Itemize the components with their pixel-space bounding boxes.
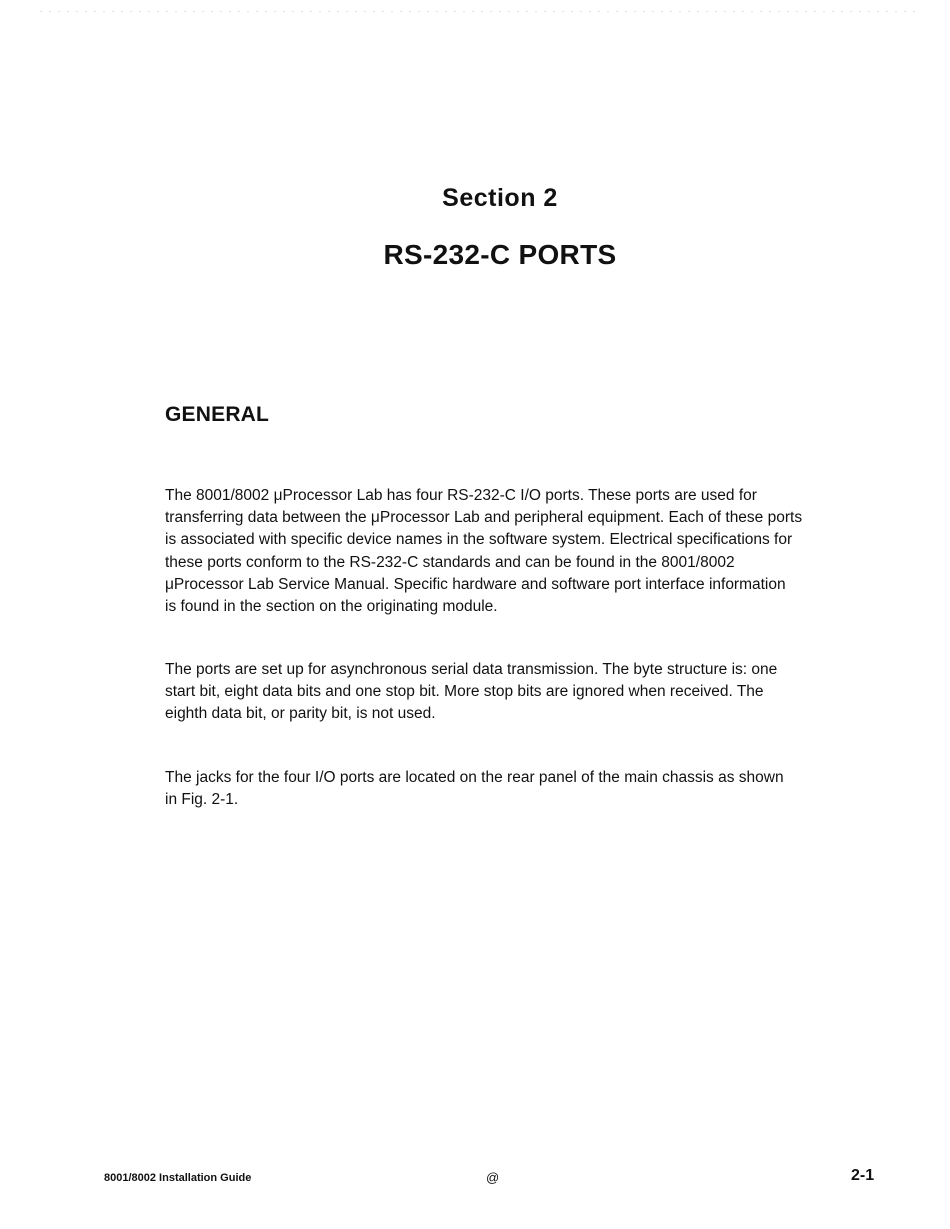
text-line: eighth data bit, or parity bit, is not used.: [165, 705, 436, 723]
text-line: is associated with specific device names in the software system. Electrical specifications for: [165, 531, 793, 549]
text-line: The 8001/8002 μProcessor Lab has four RS-232-C I/O ports. These ports are used for: [165, 487, 757, 504]
paragraph-overview: [165, 485, 835, 618]
text-line: is found in the section on the originating module.: [165, 598, 498, 616]
section-label: Section 2: [442, 184, 558, 212]
text-line: μProcessor Lab Service Manual. Specific hardware and software port interface information: [165, 575, 786, 593]
text-line: transferring data between the μProcessor Lab and peripheral equipment. Each of these ports: [165, 509, 803, 527]
page-number: 2-1: [851, 1167, 875, 1184]
text-line: in Fig. 2-1.: [165, 791, 239, 809]
text-line: these ports conform to the RS-232-C standards and can be found in the 8001/8002: [165, 553, 735, 571]
paragraph-jacks: [165, 767, 835, 811]
page-title: RS-232-C PORTS: [383, 239, 617, 270]
footer-document-title: 8001/8002 Installation Guide: [104, 1172, 252, 1184]
scan-artifact: [40, 11, 920, 12]
text-line: start bit, eight data bits and one stop bit. More stop bits are ignored when received. The: [165, 683, 764, 701]
text-line: The ports are set up for asynchronous serial data transmission. The byte structure is: one: [165, 661, 778, 678]
text-line: The jacks for the four I/O ports are located on the rear panel of the main chassis as shown: [165, 769, 784, 786]
general-heading: GENERAL: [165, 403, 270, 426]
footer-mark: @: [486, 1170, 500, 1185]
paragraph-transmission: [165, 659, 835, 726]
